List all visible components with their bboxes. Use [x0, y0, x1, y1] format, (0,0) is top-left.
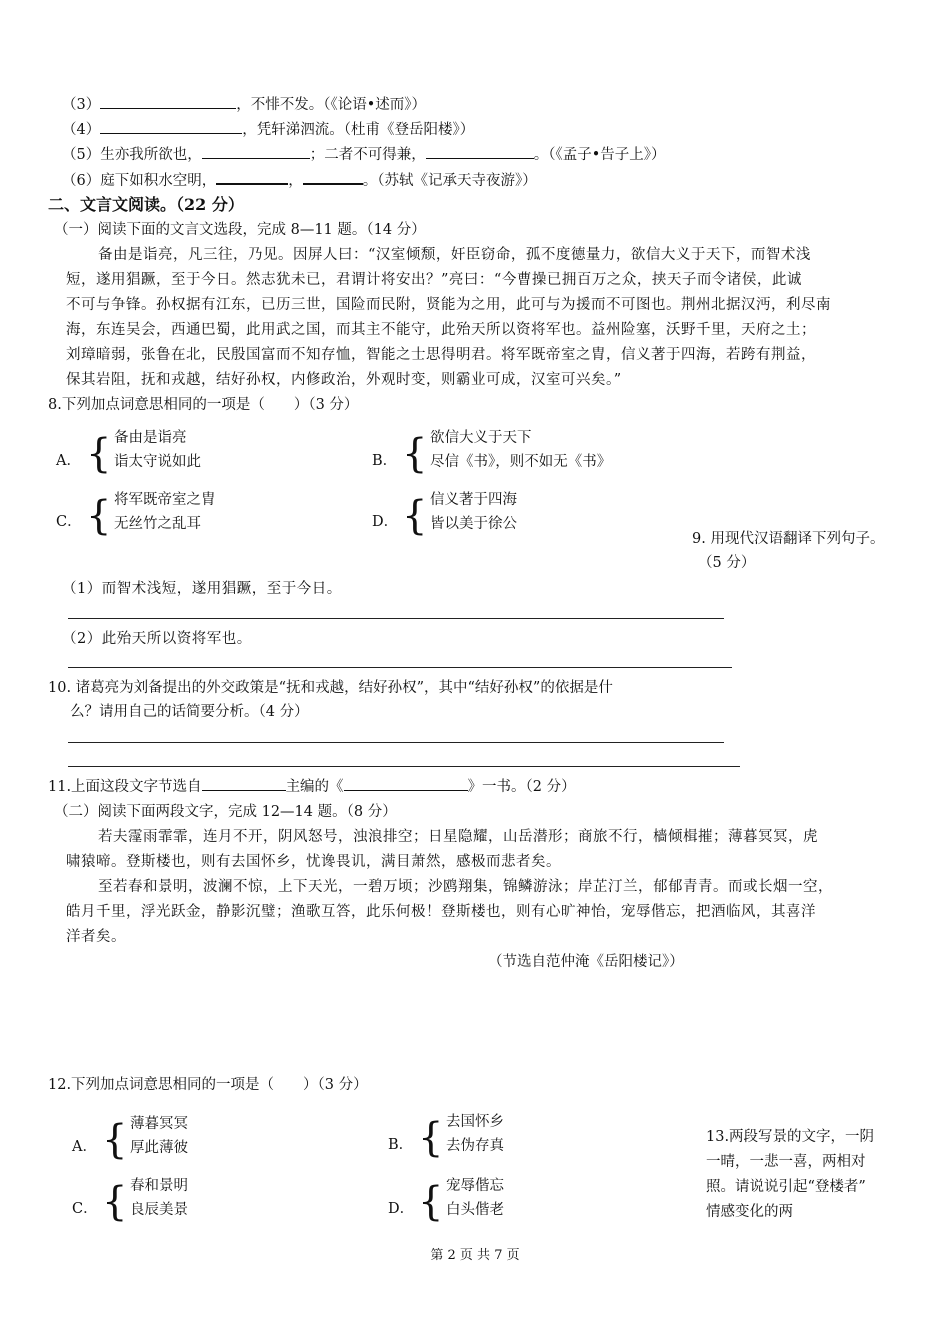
answer-blank[interactable] — [202, 776, 286, 791]
q11-stem: 11.上面这段文字节选自 主编的《 》一书。（2 分） — [48, 776, 576, 798]
q12-option-b-line1: 去国怀乡 — [446, 1114, 504, 1130]
answer-line[interactable] — [68, 766, 740, 767]
passage-line: 啸猿啼。登斯楼也，则有去国怀乡，忧谗畏讥，满目萧然，感极而悲者矣。 — [66, 854, 561, 870]
q12-option-a-label[interactable]: A． — [72, 1139, 97, 1155]
brace-icon: { — [102, 1179, 128, 1225]
answer-blank[interactable] — [202, 144, 310, 159]
passage-line: 不可与争锋。孙权据有江东，已历三世，国险而民附，贤能为之用，此可与为援而不可图也。荆州北据汉沔，利尽南 — [66, 297, 831, 313]
q8-option-d-line2: 皆以美于徐公 — [430, 516, 517, 532]
answer-blank[interactable] — [344, 776, 468, 791]
page-footer: 第 2 页 共 7 页 — [430, 1248, 520, 1263]
passage-source: （节选自范仲淹《岳阳楼记》） — [488, 954, 684, 970]
q8-option-a-line2: 诣太守说如此 — [114, 454, 201, 470]
part1-intro: （一）阅读下面的文言文选段，完成 8—11 题。（14 分） — [54, 222, 426, 238]
q9-stem: 9. 用现代汉语翻译下列句子。 — [692, 531, 885, 547]
passage-line: 洋者矣。 — [66, 929, 126, 945]
q8-stem: 8.下列加点词意思相同的一项是（ ）（3 分） — [48, 397, 359, 413]
q12-stem: 12.下列加点词意思相同的一项是（ ）（3 分） — [48, 1077, 368, 1093]
passage-line: 至若春和景明，波澜不惊，上下天光，一碧万顷；沙鸥翔集，锦鳞游泳；岸芷汀兰，郁郁青青。而或长烟一空， — [98, 879, 833, 895]
answer-blank[interactable] — [100, 94, 236, 109]
q8-option-d-label[interactable]: D． — [372, 514, 399, 530]
q8-option-d-line1: 信义著于四海 — [430, 492, 517, 508]
brace-icon: { — [102, 1117, 128, 1163]
fill-item-4: （4） ，凭轩涕泗流。（杜甫《登岳阳楼》） — [62, 119, 474, 141]
q10-stem-line1: 10. 诸葛亮为刘备提出的外交政策是“抚和戎越，结好孙权”，其中“结好孙权”的依据是什 — [48, 680, 613, 696]
passage-line: 短，遂用猖蹶，至于今日。然志犹未已，君谓计将安出？”亮曰：“今曹操已拥百万之众，挟天子而令诸侯，此诚 — [66, 272, 802, 288]
q12-option-b-label[interactable]: B． — [388, 1137, 414, 1153]
q8-option-c-line1: 将军既帝室之胄 — [114, 492, 216, 508]
q8-option-c-line2: 无丝竹之乱耳 — [114, 516, 201, 532]
q9-points: （5 分） — [698, 555, 756, 571]
answer-line[interactable] — [68, 667, 732, 668]
passage-line: 备由是诣亮，凡三往，乃见。因屏人曰：“汉室倾颓，奸臣窃命，孤不度德量力，欲信大义于天下，而智术浅 — [98, 247, 811, 263]
q9-sentence-1: （1）而智术浅短，遂用猖蹶，至于今日。 — [62, 581, 342, 597]
answer-line[interactable] — [68, 742, 724, 743]
q13-stem-line: 情感变化的两 — [706, 1204, 793, 1220]
q12-option-a-line1: 薄暮冥冥 — [130, 1116, 188, 1132]
q12-option-c-label[interactable]: C． — [72, 1201, 98, 1217]
q8-option-c-label[interactable]: C． — [56, 514, 82, 530]
answer-line[interactable] — [68, 618, 724, 619]
q12-option-d-label[interactable]: D． — [388, 1201, 415, 1217]
q12-option-d-line1: 宠辱偕忘 — [446, 1178, 504, 1194]
passage-line: 皓月千里，浮光跃金，静影沉璧；渔歌互答，此乐何极！登斯楼也，则有心旷神怡，宠辱偕忘，把酒临风，其喜洋 — [66, 904, 816, 920]
brace-icon: { — [402, 493, 428, 539]
fill-item-5: （5）生亦我所欲也， ；二者不可得兼， 。（《孟子•告子上》） — [62, 144, 666, 166]
q13-stem-line: 一晴，一悲一喜，两相对 — [706, 1154, 866, 1170]
q8-option-b-line1: 欲信大义于天下 — [430, 430, 532, 446]
answer-blank[interactable] — [426, 144, 534, 159]
passage-line: 若夫霪雨霏霏，连月不开，阴风怒号，浊浪排空；日星隐耀，山岳潜形；商旅不行，樯倾楫摧；薄暮冥冥，虎 — [98, 829, 818, 845]
q12-option-c-line1: 春和景明 — [130, 1178, 188, 1194]
passage-line: 海，东连吴会，西通巴蜀，此用武之国，而其主不能守，此殆天所以资将军也。益州险塞，沃野千里，天府之土； — [66, 322, 816, 338]
answer-blank[interactable] — [100, 119, 242, 134]
fill-item-6: （6）庭下如积水空明， ， 。（苏轼《记承天寺夜游》） — [62, 169, 537, 192]
passage-line: 保其岩阻，抚和戎越，结好孙权，内修政治，外观时变，则霸业可成，汉室可兴矣。” — [66, 372, 622, 388]
answer-blank[interactable] — [303, 169, 363, 185]
q12-option-b-line2: 去伪存真 — [446, 1138, 504, 1154]
brace-icon: { — [418, 1179, 444, 1225]
fill-item-3: （3） ，不悱不发。（《论语•述而》） — [62, 94, 426, 116]
brace-icon: { — [86, 431, 112, 477]
q8-option-b-label[interactable]: B． — [372, 453, 398, 469]
q13-stem-line: 13.两段写景的文字，一阴 — [706, 1129, 875, 1145]
q10-stem-line2: 么？请用自己的话简要分析。（4 分） — [70, 704, 309, 720]
brace-icon: { — [418, 1115, 444, 1161]
q12-option-a-line2: 厚此薄彼 — [130, 1140, 188, 1156]
q8-option-a-label[interactable]: A． — [56, 453, 81, 469]
q12-option-d-line2: 白头偕老 — [446, 1202, 504, 1218]
q8-option-a-line1: 备由是诣亮 — [114, 430, 187, 446]
q13-stem-line: 照。请说说引起“登楼者” — [706, 1179, 866, 1195]
q8-option-b-line2: 尽信《书》，则不如无《书》 — [430, 454, 612, 470]
q9-sentence-2: （2）此殆天所以资将军也。 — [62, 631, 252, 647]
brace-icon: { — [86, 493, 112, 539]
q12-option-c-line2: 良辰美景 — [130, 1202, 188, 1218]
answer-blank[interactable] — [216, 169, 288, 185]
part2-intro: （二）阅读下面两段文字，完成 12—14 题。（8 分） — [54, 804, 397, 820]
section-title: 二、文言文阅读。（22 分） — [48, 195, 244, 214]
passage-line: 刘璋暗弱，张鲁在北，民殷国富而不知存恤，智能之士思得明君。将军既帝室之胄，信义著于四海，若跨有荆益， — [66, 347, 816, 363]
brace-icon: { — [402, 431, 428, 477]
